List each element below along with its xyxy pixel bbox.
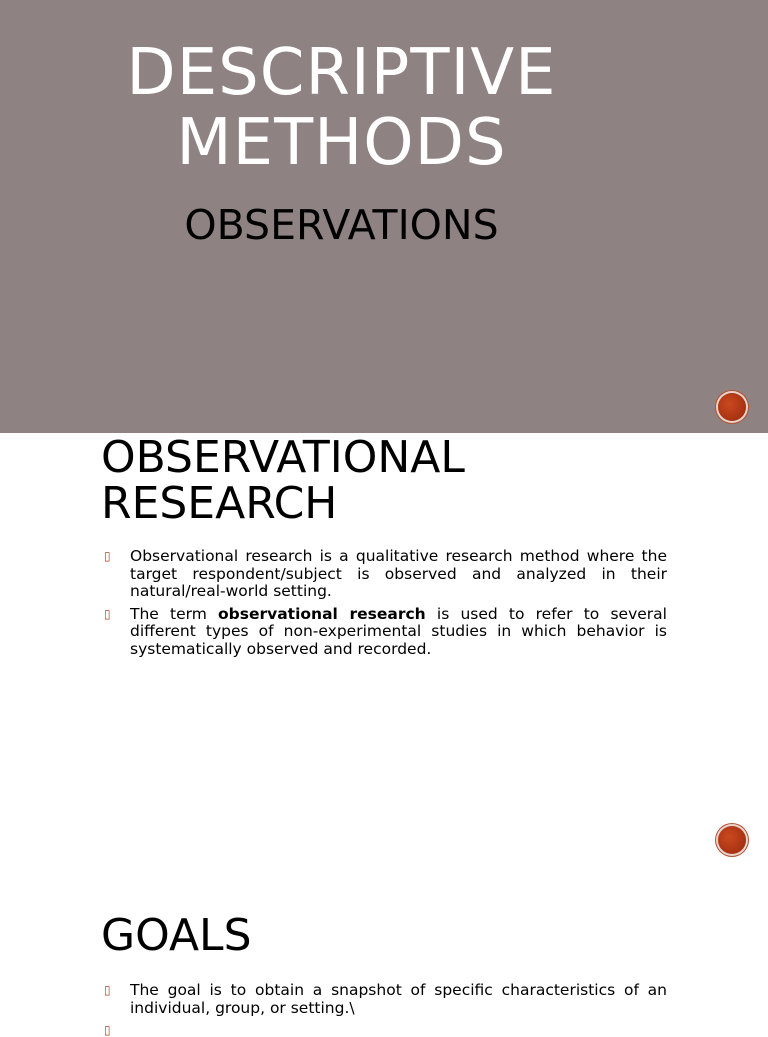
title-line-1: OBSERVATIONAL: [101, 432, 465, 483]
bullet-text-suffix: is used to refer to several different types of non-experimental studies in which behavior is systematically observed and recorded.: [130, 604, 667, 658]
title-slide: [0, 0, 768, 433]
bullet-icon: ▯: [104, 606, 111, 621]
slide-title: [100, 38, 583, 178]
title-line-1: DESCRIPTIVE: [126, 36, 557, 110]
bullet-text: The goal is to obtain a snapshot of specific characteristics of an individual, group, or setting.\: [130, 981, 667, 1017]
title-line-2: METHODS: [176, 106, 507, 180]
bullet-icon: ▯: [104, 983, 111, 997]
content-slide-goals: [0, 866, 768, 1037]
title-line-2: RESEARCH: [101, 478, 338, 529]
bullet-icon: ▯: [104, 1023, 111, 1037]
bullet-text-bold: observational research: [217, 604, 426, 623]
slide-title: GOALS: [101, 910, 252, 961]
bullet-list: [101, 548, 667, 663]
bullet-text: Observational research is a qualitative research method where the target respondent/subject is observed and analyzed in their natural/real-world setting.: [130, 547, 667, 600]
slide-title: [101, 432, 465, 529]
list-item: [101, 982, 667, 1017]
slide-nav-circle-icon[interactable]: [718, 826, 746, 854]
slide-nav-circle-icon[interactable]: [718, 393, 746, 421]
list-item: [101, 606, 667, 659]
bullet-text-prefix: The term: [130, 604, 207, 623]
slide-subtitle: OBSERVATIONS: [184, 201, 499, 249]
content-slide-observational-research: [0, 433, 768, 866]
bullet-icon: ▯: [104, 549, 111, 563]
bullet-list: [101, 981, 667, 1037]
list-item: [101, 548, 667, 601]
